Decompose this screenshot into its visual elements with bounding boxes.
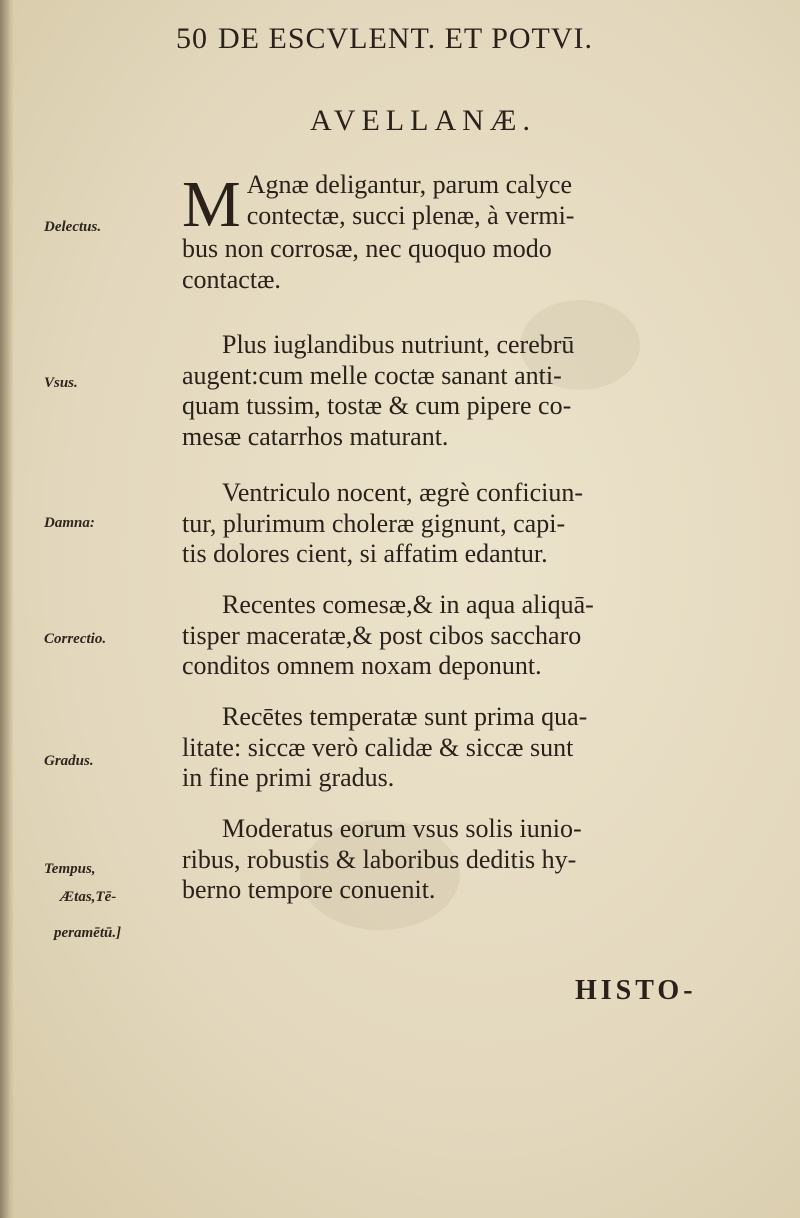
text-line: berno tempore conuenit. xyxy=(182,875,436,904)
text-line: tisper maceratæ,& post cibos saccharo xyxy=(182,620,582,650)
text-line: Recentes comesæ,& in aqua aliquā- xyxy=(222,590,594,619)
page-number: 50 xyxy=(176,22,208,55)
text-line: Plus iuglandibus nutriunt, cerebrū xyxy=(222,330,575,359)
catchword: HISTO- xyxy=(575,975,697,1006)
running-header xyxy=(176,22,593,56)
margin-note-gradus: Gradus. xyxy=(44,753,94,769)
drop-cap: M xyxy=(182,168,241,241)
text-line: quam tussim, tostæ & cum pipere co- xyxy=(182,391,572,420)
text-line: tis dolores cient, si affatim edantur. xyxy=(182,539,548,568)
paragraph-tempus xyxy=(182,814,742,906)
text-line: augent:cum melle coctæ sanant anti- xyxy=(182,360,562,390)
text-line: in fine primi gradus. xyxy=(182,763,395,792)
text-line: conditos omnem noxam deponunt. xyxy=(182,651,542,680)
text-line: contectæ, succi plenæ, à vermi- xyxy=(246,200,575,230)
text-line: Agnæ deligantur, parum calyce xyxy=(246,170,572,199)
text-line: contactæ. xyxy=(182,264,281,294)
text-line: Ventriculo nocent, ægrè conficiun- xyxy=(222,478,583,507)
section-title: AVELLANÆ. xyxy=(310,104,536,137)
margin-note-tempus-2: Ætas,Tē- xyxy=(60,889,117,905)
margin-note-delectus: Delectus. xyxy=(44,219,102,235)
text-line: bus non corrosæ, nec quoquo modo xyxy=(182,234,552,263)
text-line: tur, plurimum choleræ gignunt, capi- xyxy=(182,508,566,538)
paragraph-gradus xyxy=(182,702,742,794)
paragraph-damna xyxy=(182,478,742,570)
margin-note-tempus-3: peramētū.] xyxy=(54,925,122,941)
text-line: ribus, robustis & laboribus deditis hy- xyxy=(182,844,577,874)
text-line: mesæ catarrhos maturant. xyxy=(182,421,449,451)
margin-note-correctio: Correctio. xyxy=(44,631,107,647)
running-title: DE ESCVLENT. ET POTVI. xyxy=(218,22,594,55)
margin-note-damna: Damna: xyxy=(44,515,95,531)
margin-note-tempus-1: Tempus, xyxy=(44,861,96,877)
paragraph-usus xyxy=(182,330,742,452)
book-spine-shadow xyxy=(0,0,14,1218)
paragraph-correctio xyxy=(182,590,742,682)
text-line: Recētes temperatæ sunt prima qua- xyxy=(222,702,588,731)
text-line: Moderatus eorum vsus solis iunio- xyxy=(222,814,582,843)
paragraph-delectus xyxy=(182,170,742,295)
margin-note-usus: Vsus. xyxy=(44,375,78,391)
text-line: litate: siccæ verò calidæ & siccæ sunt xyxy=(182,732,574,762)
